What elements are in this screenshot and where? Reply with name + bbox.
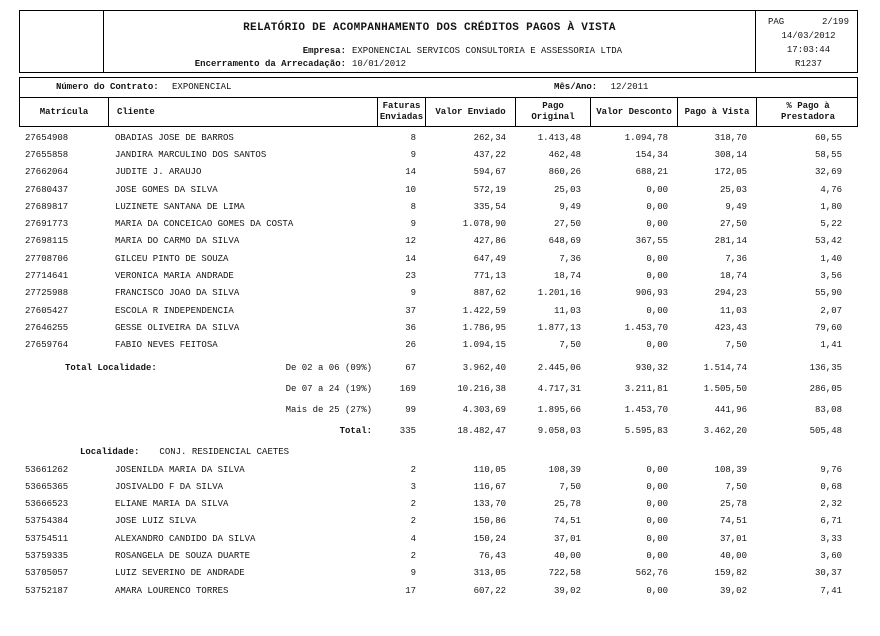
table-cell: 3.211,81 bbox=[624, 384, 668, 395]
table-cell: 1.094,78 bbox=[624, 132, 668, 143]
table-row bbox=[19, 250, 858, 267]
table-cell: 7,50 bbox=[725, 340, 747, 351]
table-cell: 7,50 bbox=[725, 481, 747, 492]
table-cell: 4.717,31 bbox=[537, 384, 581, 395]
table-cell: 5.595,83 bbox=[624, 426, 668, 437]
table-cell: 4.303,69 bbox=[462, 405, 506, 416]
table-cell: 37,01 bbox=[719, 533, 747, 544]
table-cell: 594,67 bbox=[473, 167, 506, 178]
table-cell: 5,22 bbox=[820, 219, 842, 230]
mes-ano-label: Mês/Ano: bbox=[554, 82, 598, 92]
table-cell: 607,22 bbox=[473, 585, 506, 596]
table-cell: 76,43 bbox=[478, 550, 506, 561]
table-cell: 9 bbox=[410, 568, 416, 579]
table-cell: FRANCISCO JOAO DA SILVA bbox=[115, 288, 240, 299]
empresa-label: Empresa: bbox=[302, 46, 346, 56]
page-info-box bbox=[755, 11, 857, 72]
table-cell: 1.453,70 bbox=[624, 405, 668, 416]
table-cell: 0,00 bbox=[646, 533, 668, 544]
report-title: RELATÓRIO DE ACOMPANHAMENTO DOS CRÉDITOS PAGOS À VISTA bbox=[243, 22, 616, 34]
table-row bbox=[19, 233, 858, 250]
contract-label: Número do Contrato: bbox=[56, 82, 159, 92]
table-cell: 1,40 bbox=[820, 253, 842, 264]
table-cell: 53752187 bbox=[25, 585, 69, 596]
table-cell: 3,56 bbox=[820, 271, 842, 282]
table-row bbox=[19, 146, 858, 163]
report-code: R1237 bbox=[794, 59, 822, 69]
table-cell: JUDITE J. ARAUJO bbox=[115, 167, 202, 178]
table-cell: 108,39 bbox=[714, 464, 747, 475]
table-cell: 150,86 bbox=[473, 516, 506, 527]
table-cell: 294,23 bbox=[714, 288, 747, 299]
table-cell: 0,00 bbox=[646, 219, 668, 230]
table-cell: 14 bbox=[405, 253, 416, 264]
table-cell: ROSANGELA DE SOUZA DUARTE bbox=[115, 550, 251, 561]
table-cell: 27680437 bbox=[25, 184, 69, 195]
table-cell: 150,24 bbox=[473, 533, 506, 544]
table-cell: 10.216,38 bbox=[457, 384, 506, 395]
table-cell: 17 bbox=[405, 585, 416, 596]
table-cell: 3,60 bbox=[820, 550, 842, 561]
table-cell: 99 bbox=[405, 405, 416, 416]
table-cell: 771,13 bbox=[473, 271, 506, 282]
table-cell: 0,00 bbox=[646, 585, 668, 596]
table-cell: 1.094,15 bbox=[462, 340, 506, 351]
table-row bbox=[19, 547, 858, 564]
column-header-cliente: Cliente bbox=[108, 98, 377, 126]
table-cell: 286,05 bbox=[809, 384, 842, 395]
table-cell: 2 bbox=[410, 550, 416, 561]
table-row bbox=[19, 164, 858, 181]
contract-bar bbox=[19, 77, 858, 97]
column-header-valor-desconto: Valor Desconto bbox=[590, 98, 677, 126]
total-range-label: Total: bbox=[339, 426, 372, 437]
table-cell: 2,07 bbox=[820, 305, 842, 316]
table-cell: 1.514,74 bbox=[703, 363, 747, 374]
table-cell: 0,00 bbox=[646, 499, 668, 510]
table-cell: VERONICA MARIA ANDRADE bbox=[115, 271, 234, 282]
table-row bbox=[19, 582, 858, 599]
table-cell: 11,03 bbox=[719, 305, 747, 316]
table-cell: 6,71 bbox=[820, 516, 842, 527]
table-cell: 74,51 bbox=[553, 516, 581, 527]
table-cell: AMARA LOURENCO TORRES bbox=[115, 585, 229, 596]
table-cell: 27605427 bbox=[25, 305, 69, 316]
table-cell: 108,39 bbox=[548, 464, 581, 475]
table-row bbox=[19, 478, 858, 495]
encerramento-label: Encerramento da Arrecadação: bbox=[194, 59, 346, 69]
table-cell: 262,34 bbox=[473, 132, 506, 143]
table-cell: 8 bbox=[410, 201, 416, 212]
table-cell: 12 bbox=[405, 236, 416, 247]
table-row bbox=[19, 267, 858, 284]
localidade-row bbox=[19, 443, 858, 461]
column-header-faturas-enviadas: Faturas Enviadas bbox=[377, 98, 425, 126]
table-cell: 1.877,13 bbox=[537, 322, 581, 333]
table-cell: 647,49 bbox=[473, 253, 506, 264]
total-row bbox=[19, 358, 858, 379]
table-cell: 0,00 bbox=[646, 271, 668, 282]
total-merged-cell bbox=[19, 426, 376, 436]
table-cell: 9,49 bbox=[725, 201, 747, 212]
table-cell: 335 bbox=[399, 426, 416, 437]
table-cell: OBADIAS JOSE DE BARROS bbox=[115, 132, 234, 143]
table-cell: 0,68 bbox=[820, 481, 842, 492]
localidade-label: Localidade: bbox=[80, 446, 140, 457]
pag-value: 2/199 bbox=[821, 17, 849, 27]
table-cell: 441,96 bbox=[714, 405, 747, 416]
table-cell: 7,36 bbox=[559, 253, 581, 264]
table-cell: LUIZ SEVERINO DE ANDRADE bbox=[115, 568, 245, 579]
table-cell: 462,48 bbox=[548, 149, 581, 160]
table-cell: 562,76 bbox=[635, 568, 668, 579]
table-cell: 423,43 bbox=[714, 322, 747, 333]
table-cell: 930,32 bbox=[635, 363, 668, 374]
table-cell: 110,05 bbox=[473, 464, 506, 475]
table-cell: 7,41 bbox=[820, 585, 842, 596]
table-cell: 7,36 bbox=[725, 253, 747, 264]
table-cell: 23 bbox=[405, 271, 416, 282]
encerramento-line bbox=[104, 58, 755, 71]
table-cell: 0,00 bbox=[646, 305, 668, 316]
table-cell: JANDIRA MARCULINO DOS SANTOS bbox=[115, 149, 267, 160]
table-cell: 688,21 bbox=[635, 167, 668, 178]
table-row bbox=[19, 513, 858, 530]
table-cell: 40,00 bbox=[719, 550, 747, 561]
report-date: 14/03/2012 bbox=[781, 31, 836, 41]
table-cell: 1.201,16 bbox=[537, 288, 581, 299]
table-cell: 7,50 bbox=[559, 481, 581, 492]
table-cell: 27659764 bbox=[25, 340, 69, 351]
table-cell: 887,62 bbox=[473, 288, 506, 299]
table-cell: JOSENILDA MARIA DA SILVA bbox=[115, 464, 245, 475]
table-cell: 0,00 bbox=[646, 201, 668, 212]
table-cell: 3,33 bbox=[820, 533, 842, 544]
table-cell: 2,32 bbox=[820, 499, 842, 510]
table-cell: 1.505,50 bbox=[703, 384, 747, 395]
table-cell: 9,76 bbox=[820, 464, 842, 475]
table-cell: 0,00 bbox=[646, 464, 668, 475]
table-cell: 1.413,48 bbox=[537, 132, 581, 143]
table-cell: 0,00 bbox=[646, 340, 668, 351]
table-cell: 27662064 bbox=[25, 167, 69, 178]
table-cell: 27698115 bbox=[25, 236, 69, 247]
table-cell: 3 bbox=[410, 481, 416, 492]
column-header-pago-original: Pago Original bbox=[515, 98, 590, 126]
table-cell: 0,00 bbox=[646, 481, 668, 492]
table-cell: 159,82 bbox=[714, 568, 747, 579]
table-cell: 9.058,03 bbox=[537, 426, 581, 437]
table-cell: 572,19 bbox=[473, 184, 506, 195]
table-cell: 9 bbox=[410, 149, 416, 160]
table-cell: 36 bbox=[405, 322, 416, 333]
table-cell: 53705057 bbox=[25, 568, 69, 579]
table-cell: 25,03 bbox=[719, 184, 747, 195]
table-row bbox=[19, 337, 858, 354]
table-cell: 505,48 bbox=[809, 426, 842, 437]
mes-ano-pair bbox=[554, 78, 648, 97]
table-cell: 906,93 bbox=[635, 288, 668, 299]
table-cell: 40,00 bbox=[553, 550, 581, 561]
table-cell: 11,03 bbox=[553, 305, 581, 316]
table-cell: 0,00 bbox=[646, 253, 668, 264]
table-cell: 53,42 bbox=[814, 236, 842, 247]
table-cell: 8 bbox=[410, 132, 416, 143]
table-cell: 18.482,47 bbox=[457, 426, 506, 437]
table-cell: 32,69 bbox=[814, 167, 842, 178]
table-cell: 53759335 bbox=[25, 550, 69, 561]
table-cell: 74,51 bbox=[719, 516, 747, 527]
table-row bbox=[19, 198, 858, 215]
table-cell: 27,50 bbox=[553, 219, 581, 230]
table-cell: 133,70 bbox=[473, 499, 506, 510]
table-cell: JOSE LUIZ SILVA bbox=[115, 516, 197, 527]
table-cell: 648,69 bbox=[548, 236, 581, 247]
table-cell: ESCOLA R INDEPENDENCIA bbox=[115, 305, 234, 316]
table-cell: 4,76 bbox=[820, 184, 842, 195]
report-table-header bbox=[19, 97, 858, 127]
table-cell: 27689817 bbox=[25, 201, 69, 212]
table-cell: 27655858 bbox=[25, 149, 69, 160]
table-cell: 136,35 bbox=[809, 363, 842, 374]
contract-value: EXPONENCIAL bbox=[172, 82, 232, 92]
table-cell: 58,55 bbox=[814, 149, 842, 160]
table-cell: 7,50 bbox=[559, 340, 581, 351]
report-table-body bbox=[19, 127, 858, 599]
page-number-line bbox=[768, 15, 849, 29]
pag-label: PAG bbox=[768, 17, 785, 27]
table-row bbox=[19, 129, 858, 146]
table-cell: 4 bbox=[410, 533, 416, 544]
table-cell: JOSE GOMES DA SILVA bbox=[115, 184, 218, 195]
table-cell: 169 bbox=[399, 384, 416, 395]
column-header-matricula: Matrícula bbox=[39, 106, 89, 117]
table-cell: 154,34 bbox=[635, 149, 668, 160]
table-cell: 39,02 bbox=[719, 585, 747, 596]
table-cell: 30,37 bbox=[814, 568, 842, 579]
table-cell: 2.445,06 bbox=[537, 363, 581, 374]
table-cell: 0,00 bbox=[646, 516, 668, 527]
table-row bbox=[19, 302, 858, 319]
column-header-pct-pago-prestadora: % Pago à Prestadora bbox=[756, 98, 859, 126]
table-cell: 9 bbox=[410, 219, 416, 230]
table-cell: MARIA DO CARMO DA SILVA bbox=[115, 236, 240, 247]
table-cell: 335,54 bbox=[473, 201, 506, 212]
table-row bbox=[19, 319, 858, 336]
table-cell: 116,67 bbox=[473, 481, 506, 492]
report-page bbox=[19, 10, 858, 599]
table-cell: 27708706 bbox=[25, 253, 69, 264]
logo-box bbox=[20, 11, 104, 72]
table-cell: 26 bbox=[405, 340, 416, 351]
table-cell: MARIA DA CONCEICAO GOMES DA COSTA bbox=[115, 219, 294, 230]
table-cell: 10 bbox=[405, 184, 416, 195]
table-row bbox=[19, 530, 858, 547]
table-cell: 3.462,20 bbox=[703, 426, 747, 437]
table-row bbox=[19, 215, 858, 232]
table-row bbox=[19, 565, 858, 582]
table-cell: ALEXANDRO CANDIDO DA SILVA bbox=[115, 533, 256, 544]
table-cell: GILCEU PINTO DE SOUZA bbox=[115, 253, 229, 264]
table-cell: FABIO NEVES FEITOSA bbox=[115, 340, 218, 351]
table-cell: 27654908 bbox=[25, 132, 69, 143]
total-range-label: Mais de 25 (27%) bbox=[285, 405, 372, 416]
table-cell: 39,02 bbox=[553, 585, 581, 596]
table-cell: 67 bbox=[405, 363, 416, 374]
table-cell: 9 bbox=[410, 288, 416, 299]
table-cell: LUZINETE SANTANA DE LIMA bbox=[115, 201, 245, 212]
table-cell: 27725988 bbox=[25, 288, 69, 299]
table-cell: 308,14 bbox=[714, 149, 747, 160]
table-cell: 27714641 bbox=[25, 271, 69, 282]
table-cell: 0,00 bbox=[646, 550, 668, 561]
table-cell: 27,50 bbox=[719, 219, 747, 230]
empresa-value: EXPONENCIAL SERVICOS CONSULTORIA E ASSESSORIA LTDA bbox=[352, 46, 623, 56]
table-cell: 53754511 bbox=[25, 533, 69, 544]
table-row bbox=[19, 495, 858, 512]
table-cell: 27691773 bbox=[25, 219, 69, 230]
table-cell: 1,80 bbox=[820, 201, 842, 212]
table-cell: 14 bbox=[405, 167, 416, 178]
table-cell: 1.453,70 bbox=[624, 322, 668, 333]
table-cell: 18,74 bbox=[553, 271, 581, 282]
table-cell: 3.962,40 bbox=[462, 363, 506, 374]
table-cell: 53665365 bbox=[25, 481, 69, 492]
table-cell: 79,60 bbox=[814, 322, 842, 333]
total-range-label: De 02 a 06 (09%) bbox=[285, 363, 372, 374]
table-cell: 25,03 bbox=[553, 184, 581, 195]
table-cell: 60,55 bbox=[814, 132, 842, 143]
table-cell: 55,90 bbox=[814, 288, 842, 299]
total-row bbox=[19, 421, 858, 442]
table-cell: 18,74 bbox=[719, 271, 747, 282]
table-cell: 437,22 bbox=[473, 149, 506, 160]
table-cell: 25,78 bbox=[719, 499, 747, 510]
table-cell: 27646255 bbox=[25, 322, 69, 333]
report-time: 17:03:44 bbox=[786, 45, 831, 55]
table-cell: 1,41 bbox=[820, 340, 842, 351]
table-cell: 313,05 bbox=[473, 568, 506, 579]
total-merged-cell bbox=[19, 405, 376, 415]
table-cell: 367,55 bbox=[635, 236, 668, 247]
table-cell: 9,49 bbox=[559, 201, 581, 212]
table-cell: ELIANE MARIA DA SILVA bbox=[115, 499, 229, 510]
column-header-valor-enviado: Valor Enviado bbox=[425, 98, 515, 126]
column-header-pago-a-vista: Pago à Vista bbox=[677, 98, 756, 126]
total-row bbox=[19, 400, 858, 421]
table-cell: 1.895,66 bbox=[537, 405, 581, 416]
encerramento-value: 10/01/2012 bbox=[352, 59, 407, 69]
table-cell: 2 bbox=[410, 499, 416, 510]
table-cell: 2 bbox=[410, 464, 416, 475]
table-cell: 2 bbox=[410, 516, 416, 527]
contract-pair bbox=[56, 78, 231, 97]
total-range-label: De 07 a 24 (19%) bbox=[285, 384, 372, 395]
title-box bbox=[104, 11, 755, 72]
table-row bbox=[19, 181, 858, 198]
table-cell: 1.078,90 bbox=[462, 219, 506, 230]
table-cell: 37 bbox=[405, 305, 416, 316]
table-row bbox=[19, 461, 858, 478]
table-cell: 25,78 bbox=[553, 499, 581, 510]
total-row bbox=[19, 379, 858, 400]
total-merged-cell bbox=[19, 384, 376, 394]
table-cell: 83,08 bbox=[814, 405, 842, 416]
report-header bbox=[19, 10, 858, 73]
table-cell: 0,00 bbox=[646, 184, 668, 195]
table-cell: 53661262 bbox=[25, 464, 69, 475]
table-cell: 1.422,59 bbox=[462, 305, 506, 316]
table-cell: 860,26 bbox=[548, 167, 581, 178]
table-cell: 37,01 bbox=[553, 533, 581, 544]
table-cell: 281,14 bbox=[714, 236, 747, 247]
table-cell: 318,70 bbox=[714, 132, 747, 143]
table-cell: 172,05 bbox=[714, 167, 747, 178]
table-row bbox=[19, 285, 858, 302]
empresa-line bbox=[104, 45, 755, 58]
table-cell: JOSIVALDO F DA SILVA bbox=[115, 481, 224, 492]
table-cell: GESSE OLIVEIRA DA SILVA bbox=[115, 322, 240, 333]
table-cell: 722,58 bbox=[548, 568, 581, 579]
table-cell: 427,86 bbox=[473, 236, 506, 247]
table-cell: 53754384 bbox=[25, 516, 69, 527]
mes-ano-value: 12/2011 bbox=[610, 82, 649, 92]
total-localidade-label: Total Localidade: bbox=[65, 363, 157, 374]
table-cell: 1.786,95 bbox=[462, 322, 506, 333]
table-cell: 53666523 bbox=[25, 499, 69, 510]
total-merged-cell bbox=[19, 363, 376, 373]
localidade-value: CONJ. RESIDENCIAL CAETES bbox=[159, 446, 290, 457]
